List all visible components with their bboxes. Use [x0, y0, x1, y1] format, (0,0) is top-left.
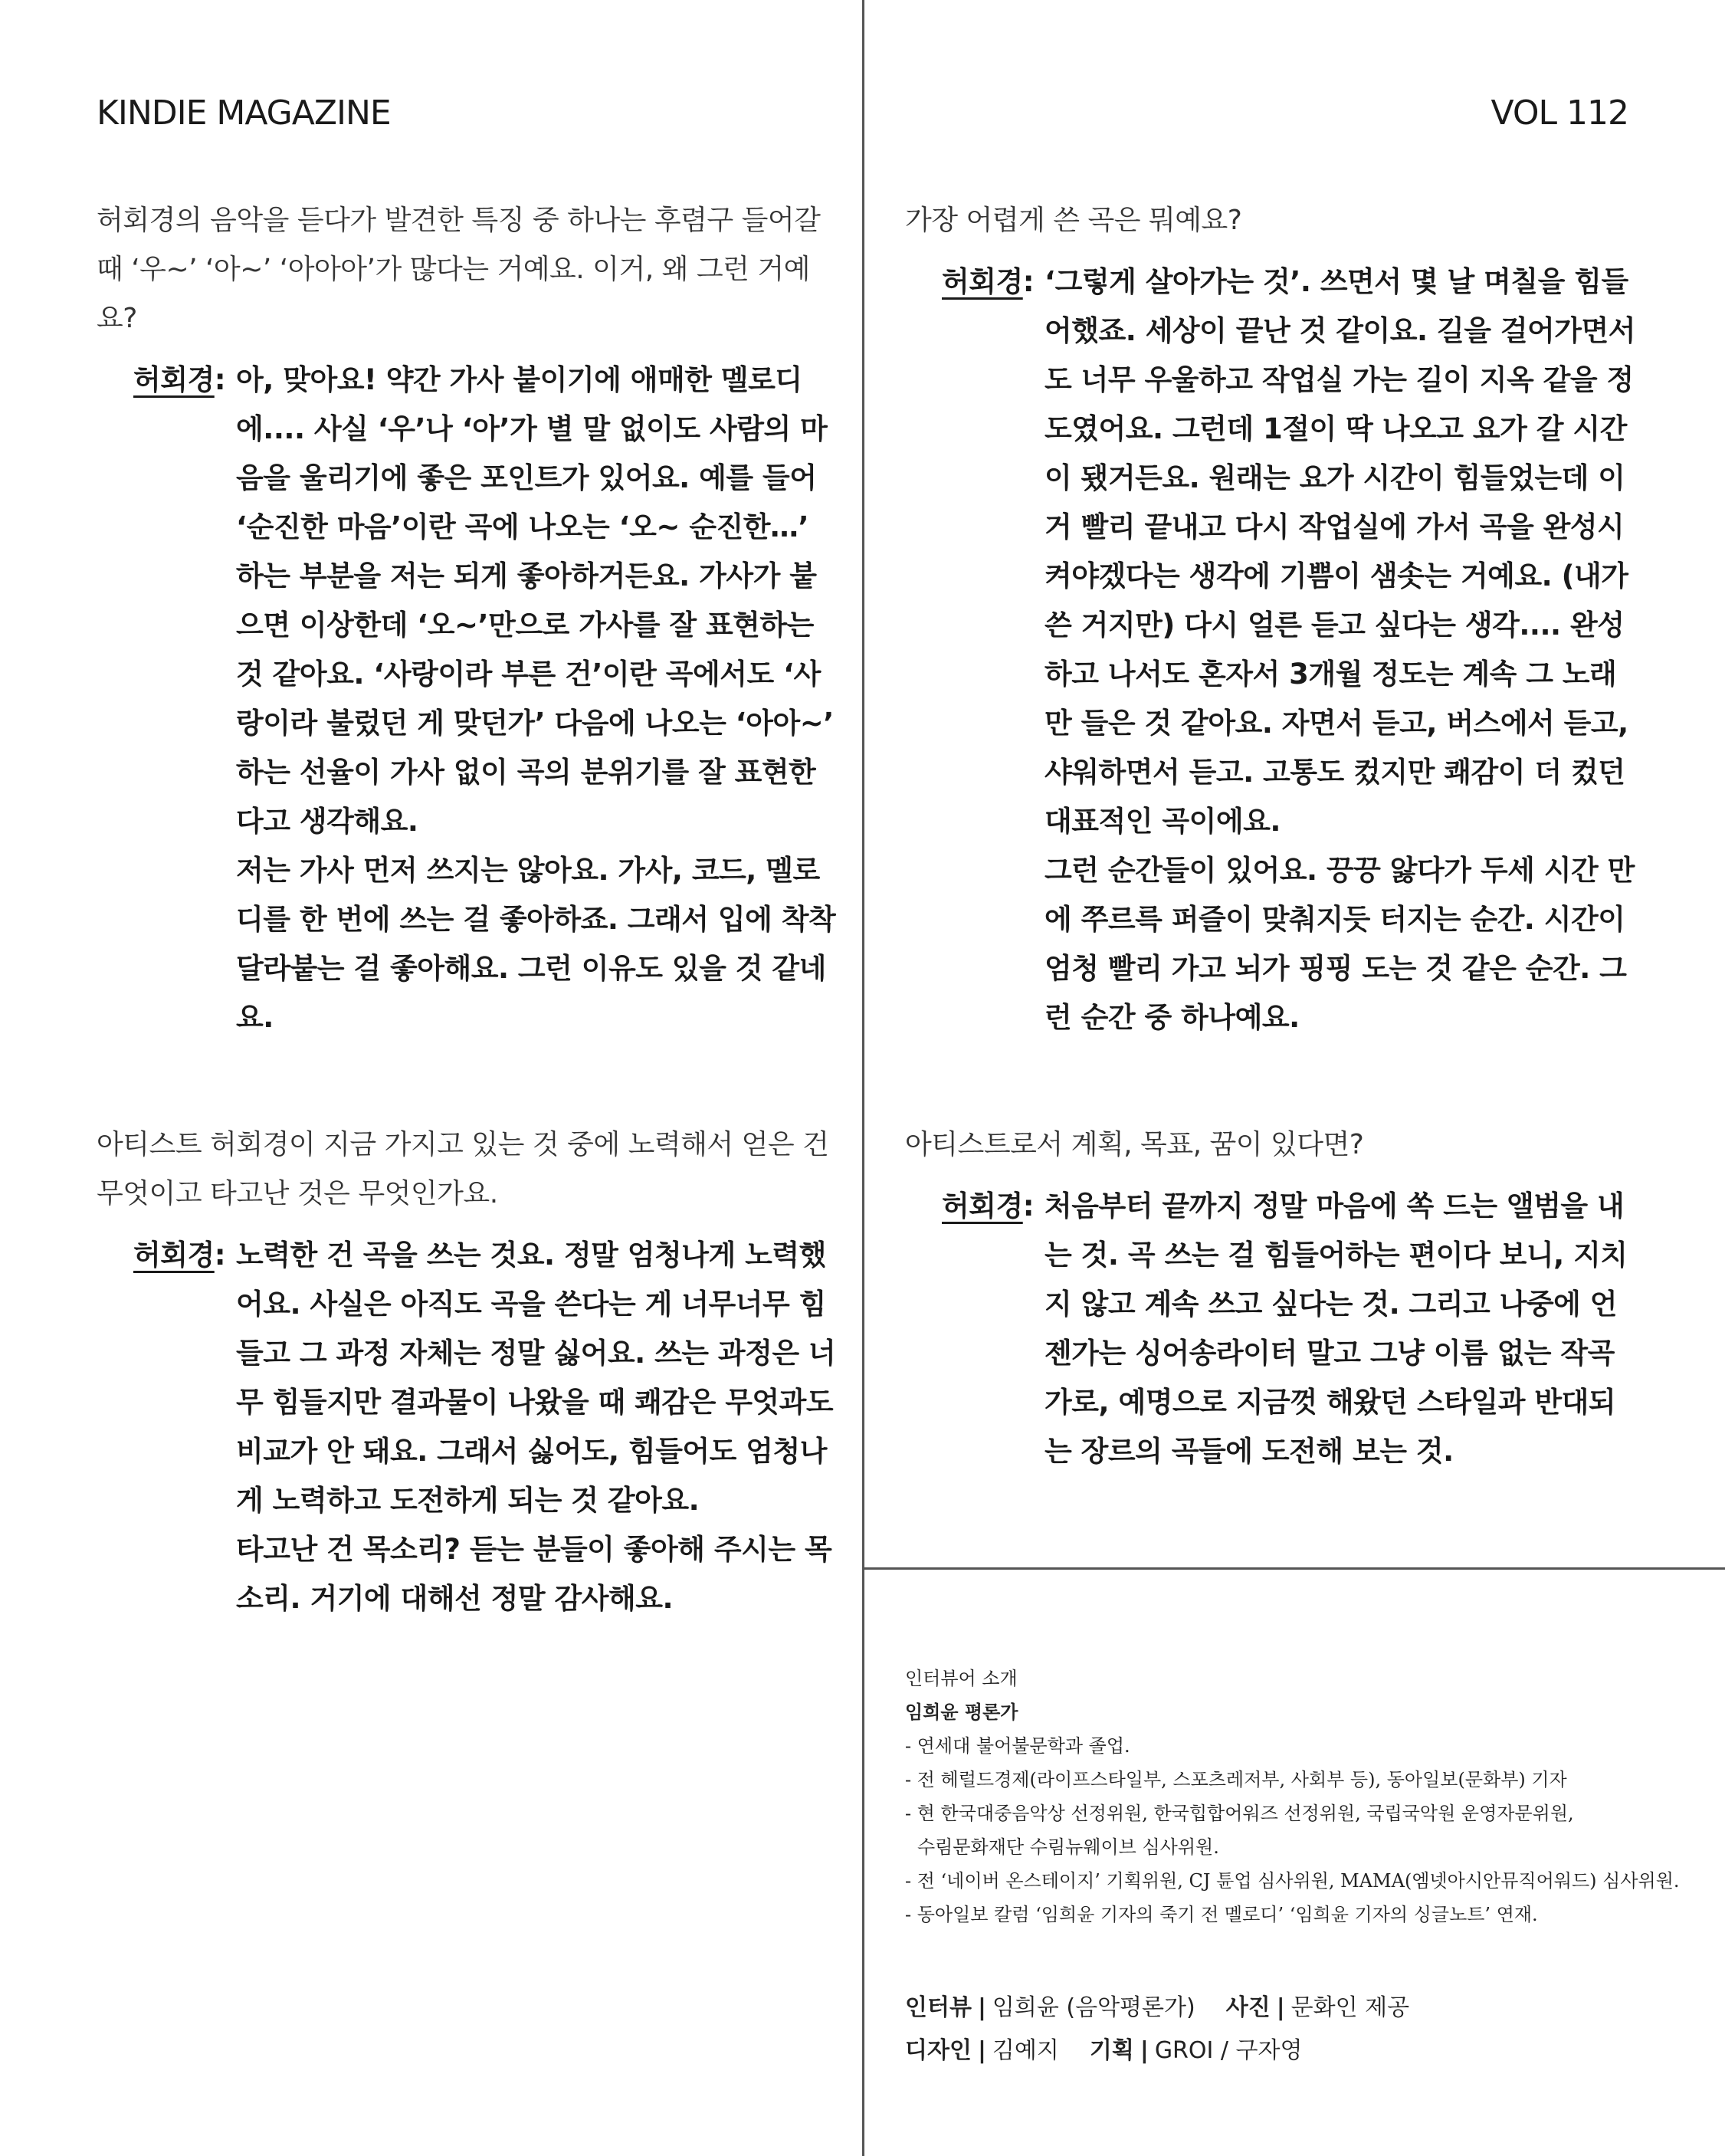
qa-block-2 — [97, 1121, 836, 1623]
answer — [942, 258, 1641, 1042]
credits-row — [905, 1987, 1440, 2030]
speaker-name: 허회경 — [133, 1239, 215, 1272]
speaker-label: 허회경: — [942, 265, 1035, 298]
bio-line: - 연세대 불어불문학과 졸업. — [905, 1735, 1130, 1757]
credits-row — [905, 2030, 1440, 2072]
answer — [942, 1182, 1641, 1476]
speaker-label: 허회경: — [133, 1239, 226, 1272]
speaker-label: 허회경: — [133, 363, 226, 396]
qa-block-3 — [905, 196, 1641, 1042]
answer-paragraph: 처음부터 끝까지 정말 마음에 쏙 드는 앨범을 내는 것. 곡 쓰는 걸 힘들어하는 편이다 보니, 지치지 않고 계속 쓰고 싶다는 것. 그리고 나중에 언젠가는 싱어송라이터 말고 그냥 이름 없는 작곡가로, 예명으로 지금껏 해왔던 스타일과 반대되는 장르의 곡들에 도전해 보는 것. — [1045, 1190, 1628, 1468]
volume-number: VOL 112 — [1491, 94, 1628, 133]
bio-line: - 현 한국대중음악상 선정위원, 한국힙합어워즈 선정위원, 국립국악원 운영자문위원, — [905, 1803, 1574, 1824]
answer-body — [225, 1231, 836, 1623]
qa-block-1 — [97, 196, 836, 1042]
answer-body — [225, 356, 836, 1042]
interviewer-intro — [905, 1662, 1687, 1931]
answer-paragraph: 타고난 건 목소리? 듣는 분들이 좋아해 주시는 목소리. 거기에 대해선 정말 감사해요. — [236, 1533, 832, 1615]
bio-line: - 전 ‘네이버 온스테이지’ 기획위원, CJ 튠업 심사위원, MAMA(엠넷아시안뮤직어워드) 심사위원. — [905, 1870, 1680, 1892]
credit-design: 디자인 | 김예지 — [905, 2037, 1059, 2064]
answer-paragraph: 저는 가사 먼저 쓰지는 않아요. 가사, 코드, 멜로디를 한 번에 쓰는 걸 좋아하죠. 그래서 입에 착착 달라붙는 걸 좋아해요. 그런 이유도 있을 것 같네요. — [236, 854, 836, 1034]
answer-paragraph: 노력한 건 곡을 쓰는 것요. 정말 엄청나게 노력했어요. 사실은 아직도 곡을 쓴다는 게 너무너무 힘들고 그 과정 자체는 정말 싫어요. 쓰는 과정은 너무 힘들지만 결과물이 나왔을 때 쾌감은 무엇과도 비교가 안 돼요. 그래서 싫어도, 힘들어도 엄청나게 노력하고 도전하게 되는 것 같아요. — [236, 1239, 836, 1517]
question-text: 아티스트 허회경이 지금 가지고 있는 것 중에 노력해서 얻은 건 무엇이고 타고난 것은 무엇인가요. — [97, 1129, 829, 1209]
interviewer-name: 임희윤 평론가 — [905, 1702, 1018, 1723]
question-text: 아티스트로서 계획, 목표, 꿈이 있다면? — [905, 1129, 1364, 1160]
question-text: 가장 어렵게 쓴 곡은 뭐예요? — [905, 205, 1242, 236]
credit-photo: 사진 | 문화인 제공 — [1225, 1994, 1410, 2021]
answer-paragraph: ‘그렇게 살아가는 것’. 쓰면서 몇 날 며칠을 힘들어했죠. 세상이 끝난 것 같이요. 길을 걸어가면서도 너무 우울하고 작업실 가는 길이 지옥 같을 정도였어요. 그런데 1절이 딱 나오고 요가 갈 시간이 됐거든요. 원래는 요가 시간이 힘들었는데 이거 빨리 끝내고 다시 작업실에 가서 곡을 완성시켜야겠다는 생각에 기쁨이 샘솟는 거예요. (내가 쓴 거지만) 다시 얼른 듣고 싶다는 생각.... 완성하고 나서도 혼자서 3개월 정도는 계속 그 노래만 들은 것 같아요. 자면서 듣고, 버스에서 듣고, 샤워하면서 듣고. 고통도 컸지만 쾌감이 더 컸던 대표적인 곡이에요. — [1045, 265, 1636, 838]
answer-paragraph: 아, 맞아요! 약간 가사 붙이기에 애매한 멜로디에.... 사실 ‘우’나 ‘아’가 별 말 없이도 사람의 마음을 울리기에 좋은 포인트가 있어요. 예를 들어 ‘순진한 마음’이란 곡에 나오는 ‘오~ 순진한…’ 하는 부분을 저는 되게 좋아하거든요. 가사가 붙으면 이상한데 ‘오~’만으로 가사를 잘 표현하는 것 같아요. ‘사랑이라 부른 건’이란 곡에서도 ‘사랑이라 불렀던 게 맞던가’ 다음에 나오는 ‘아아~’ 하는 선율이 가사 없이 곡의 분위기를 잘 표현한다고 생각해요. — [236, 363, 834, 838]
speaker-name: 허회경 — [942, 1190, 1023, 1222]
speaker-label: 허회경: — [942, 1190, 1035, 1222]
question-text: 허회경의 음악을 듣다가 발견한 특징 중 하나는 후렴구 들어갈 때 ‘우~’ ‘아~’ ‘아아아’가 많다는 거예요. 이거, 왜 그런 거예요? — [97, 205, 821, 334]
speaker-name: 허회경 — [133, 363, 215, 396]
horizontal-divider — [862, 1567, 1725, 1570]
answer-paragraph: 그런 순간들이 있어요. 끙끙 앓다가 두세 시간 만에 쭈르륵 퍼즐이 맞춰지듯 터지는 순간. 시간이 엄청 빨리 가고 뇌가 핑핑 도는 것 같은 순간. 그런 순간 중 하나예요. — [1045, 854, 1635, 1034]
answer — [133, 1231, 836, 1623]
credits — [905, 1987, 1440, 2072]
credit-interview: 인터뷰 | 임희윤 (음악평론가) — [905, 1994, 1195, 2021]
bio-line: 수림문화재단 수림뉴웨이브 심사위원. — [917, 1836, 1219, 1858]
intro-label: 인터뷰어 소개 — [905, 1668, 1018, 1689]
answer-body — [1034, 1182, 1641, 1476]
qa-block-4 — [905, 1121, 1641, 1476]
vertical-divider — [862, 0, 864, 2156]
speaker-name: 허회경 — [942, 265, 1023, 298]
credit-planning: 기획 | GROI / 구자영 — [1089, 2037, 1303, 2064]
answer — [133, 356, 836, 1042]
bio-line: - 동아일보 칼럼 ‘임희윤 기자의 죽기 전 멜로디’ ‘임희윤 기자의 싱글노트’ 연재. — [905, 1904, 1538, 1925]
answer-body — [1034, 258, 1641, 1042]
magazine-title: KINDIE MAGAZINE — [97, 94, 391, 133]
bio-line: - 전 헤럴드경제(라이프스타일부, 스포츠레저부, 사회부 등), 동아일보(문화부) 기자 — [905, 1769, 1567, 1790]
